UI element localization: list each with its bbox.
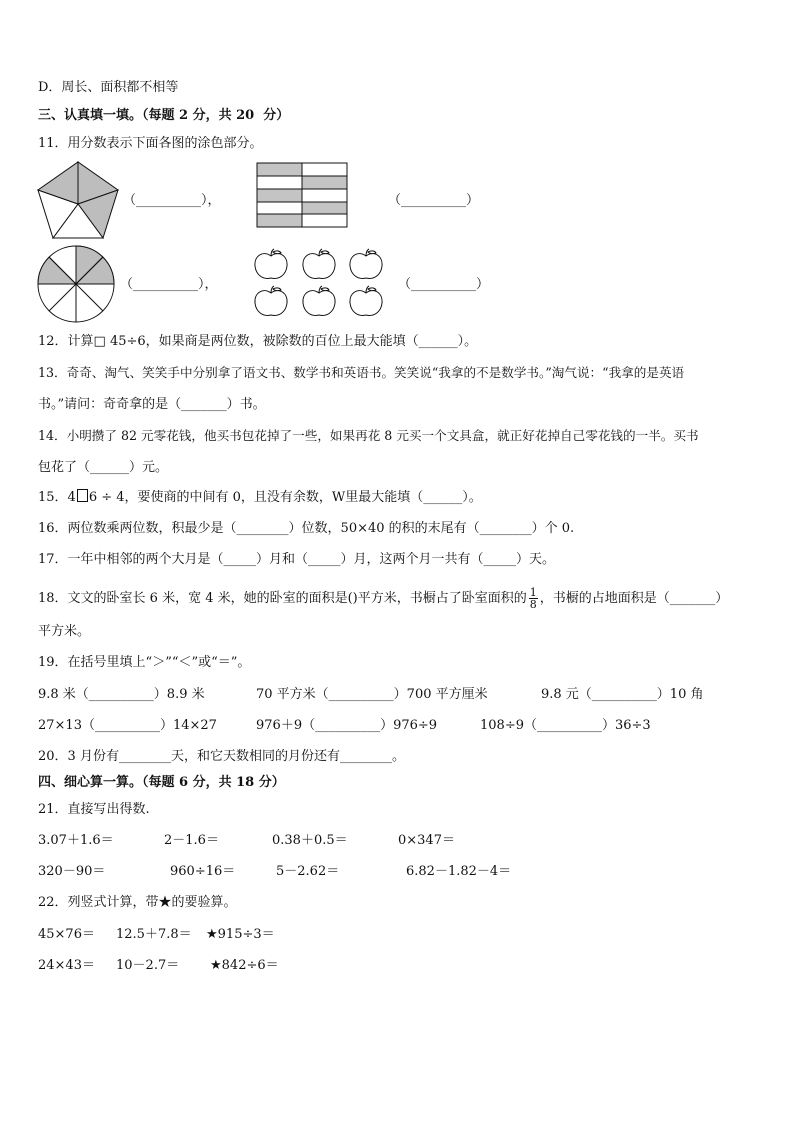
option-d: D．周长、面积都不相等 bbox=[38, 80, 179, 95]
grid-cell bbox=[257, 214, 302, 227]
grid-figure bbox=[256, 162, 348, 228]
question-14-line-2: 包花了（______）元。 bbox=[38, 460, 169, 475]
calc-item: 960÷16＝ bbox=[170, 864, 236, 879]
calc-item: 2－1.6＝ bbox=[164, 833, 219, 848]
calc-item: 10－2.7＝ bbox=[116, 958, 180, 973]
grid-cell bbox=[302, 214, 347, 227]
blank-box bbox=[77, 489, 88, 502]
calc-item: ★842÷6＝ bbox=[210, 958, 279, 973]
question-14-line-1: 14．小明攒了 82 元零花钱，他买书包花掉了一些，如果再花 8 元买一个文具盒，就正好花掉自己零花钱的一半。买书 bbox=[38, 428, 699, 443]
question-13-line-1: 13．奇奇、淘气、笑笑手中分别拿了语文书、数学书和英语书。笑笑说“我拿的不是数学书。”淘气说：“我拿的是英语 bbox=[38, 365, 685, 380]
q11-answer-c: （__________）， bbox=[120, 277, 218, 292]
q19-item: 27×13（__________）14×27 bbox=[38, 718, 217, 733]
grid-cell bbox=[302, 176, 347, 189]
fraction: $\frac{1}{8}$ bbox=[529, 586, 537, 611]
section-3-title: 三、认真填一填。（每题 2 分，共 20 分） bbox=[38, 108, 290, 123]
q11-answer-d: （__________） bbox=[398, 277, 490, 292]
question-18-line-1: 18．文文的卧室长 6 米，宽 4 米，她的卧室的面积是()平方米，书橱占了卧室面积的 $\frac{1}{8}$ ，书橱的占地面积是（_______） bbox=[38, 586, 729, 611]
calc-item: 24×43＝ bbox=[38, 958, 95, 973]
q19-item: 9.8 元（__________）10 角 bbox=[541, 687, 704, 702]
question-11: 11．用分数表示下面各图的涂色部分。 bbox=[38, 136, 263, 151]
calc-item: 0.38＋0.5＝ bbox=[272, 833, 348, 848]
calc-item: 12.5＋7.8＝ bbox=[116, 927, 192, 942]
pentagon-figure bbox=[36, 160, 120, 240]
question-22: 22．列竖式计算，带★的要验算。 bbox=[38, 895, 237, 910]
grid-cell bbox=[302, 202, 347, 214]
grid-cell bbox=[257, 202, 302, 214]
question-20: 20．3 月份有________天，和它天数相同的月份还有________。 bbox=[38, 749, 405, 764]
calc-item: 5－2.62＝ bbox=[276, 864, 340, 879]
grid-cell bbox=[257, 189, 302, 202]
apple-icon bbox=[255, 249, 287, 278]
calc-item: 6.82－1.82－4＝ bbox=[406, 864, 512, 879]
calc-item: 320－90＝ bbox=[38, 864, 106, 879]
q11-answer-b: （__________） bbox=[388, 193, 480, 208]
q19-item: 9.8 米（__________）8.9 米 bbox=[38, 687, 205, 702]
q19-item: 976＋9（__________）976÷9 bbox=[256, 718, 438, 733]
calc-item: ★915÷3＝ bbox=[206, 927, 275, 942]
q19-item: 108÷9（__________）36÷3 bbox=[480, 718, 651, 733]
question-13-line-2: 书。”请问：奇奇拿的是（_______）书。 bbox=[38, 397, 266, 412]
grid-cell bbox=[302, 189, 347, 202]
question-18-line-2: 平方米。 bbox=[38, 624, 91, 639]
question-16: 16．两位数乘两位数，积最少是（________）位数，50×40 的积的末尾有（________）个 0. bbox=[38, 521, 575, 536]
apple-icon bbox=[350, 286, 382, 315]
question-15: 15．4 6 ÷ 4，要使商的中间有 0，且没有余数，W里最大能填（______）。 bbox=[38, 490, 482, 505]
calc-item: 3.07＋1.6＝ bbox=[38, 833, 114, 848]
apple-icon bbox=[303, 286, 335, 315]
question-17: 17．一年中相邻的两个大月是（_____）月和（_____）月，这两个月一共有（_____）天。 bbox=[38, 552, 556, 567]
section-4-title: 四、细心算一算。（每题 6 分，共 18 分） bbox=[38, 775, 285, 790]
grid-cell bbox=[257, 176, 302, 189]
question-12: 12．计算□ 45÷6，如果商是两位数，被除数的百位上最大能填（______）。 bbox=[38, 334, 478, 349]
circle-figure bbox=[36, 244, 116, 324]
apple-icon bbox=[350, 249, 382, 278]
q19-item: 70 平方米（__________）700 平方厘米 bbox=[256, 687, 488, 702]
grid-cell bbox=[302, 163, 347, 176]
apple-icon bbox=[255, 286, 287, 315]
calc-item: 45×76＝ bbox=[38, 927, 95, 942]
q11-answer-a: （__________）， bbox=[123, 193, 221, 208]
question-21: 21．直接写出得数. bbox=[38, 802, 150, 817]
apple-icon bbox=[303, 249, 335, 278]
apples-figure bbox=[252, 246, 392, 320]
question-19: 19．在括号里填上“＞”“＜”或“＝”。 bbox=[38, 655, 251, 670]
calc-item: 0×347＝ bbox=[398, 833, 455, 848]
grid-cell bbox=[257, 163, 302, 176]
